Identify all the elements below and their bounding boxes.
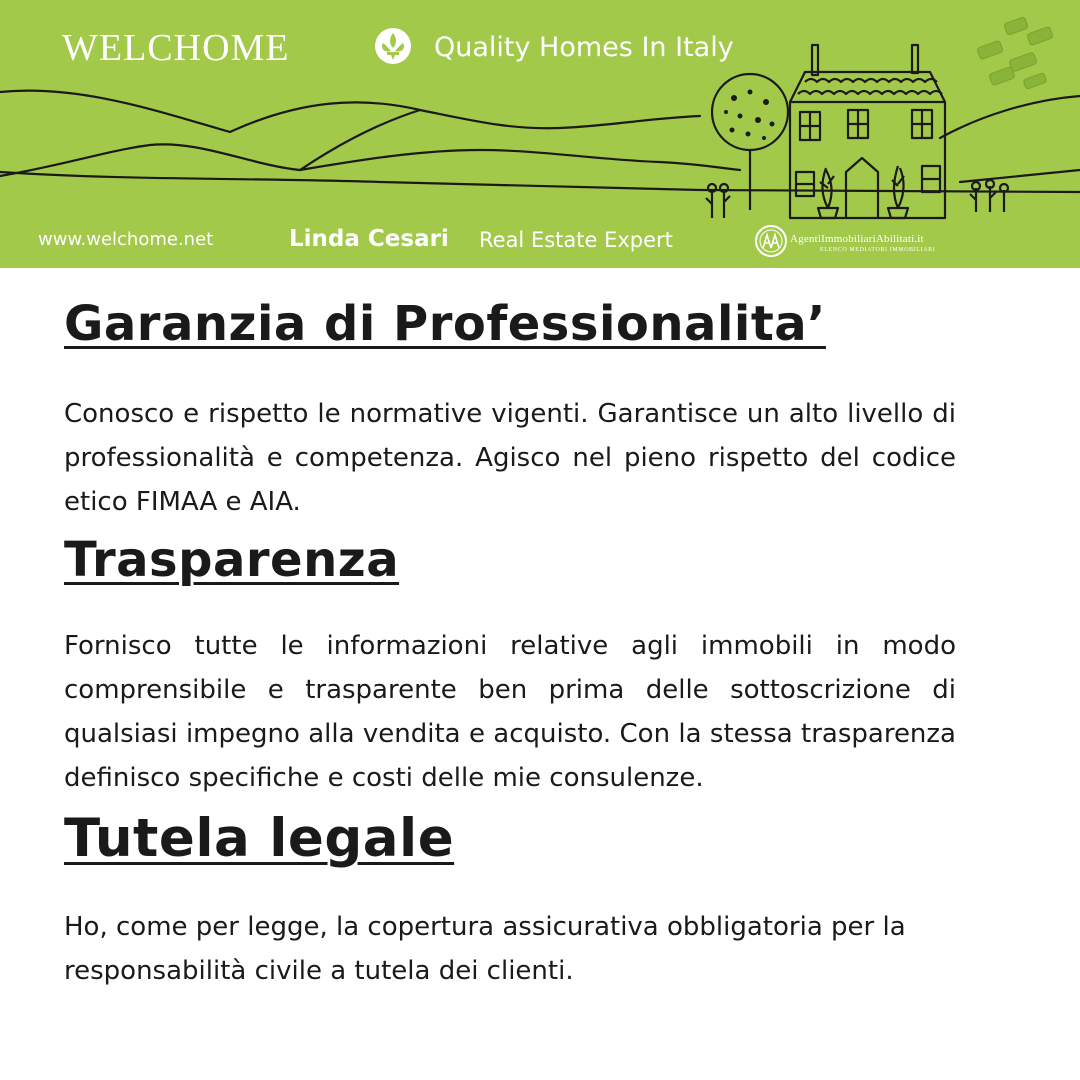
association-subtitle: ELENCO MEDIATORI IMMOBILIARI — [820, 247, 936, 253]
association-seal-icon — [754, 224, 788, 258]
header-banner — [0, 0, 1080, 268]
section-heading-tutela-legale: Tutela legale — [64, 808, 455, 869]
fleur-de-lis-icon — [370, 26, 416, 66]
association-name: AgentiImmobiliariAbilitati.it — [790, 233, 924, 245]
website-link[interactable]: www.welchome.net — [38, 229, 214, 250]
section-text-trasparenza: Fornisco tutte le informazioni relative agli immobili in modo comprensibile e trasparente ben prima delle sottoscrizione di qualsiasi impegno alla vendita e acquisto. Con la stessa trasparenza definisco specifiche e costi delle mie consulenze. — [64, 631, 956, 793]
section-heading-trasparenza: Trasparenza — [64, 532, 400, 588]
section-text-tutela-legale: Ho, come per legge, la copertura assicurativa obbligatoria per la responsabilità civile a tutela dei clienti. — [64, 912, 906, 986]
section-text-professionalita: Conosco e rispetto le normative vigenti. Garantisce un alto livello di professionalità e competenza. Agisco nel pieno rispetto del codice etico FIMAA e AIA. — [64, 399, 956, 517]
section-heading-professionalita: Garanzia di Professionalita’ — [64, 296, 826, 352]
agent-name: Linda Cesari — [289, 226, 449, 252]
brand-logo-text: WELCHOME — [62, 27, 290, 69]
agent-role: Real Estate Expert — [479, 228, 673, 252]
main-content — [64, 296, 956, 993]
brand-tagline: Quality Homes In Italy — [434, 32, 734, 63]
